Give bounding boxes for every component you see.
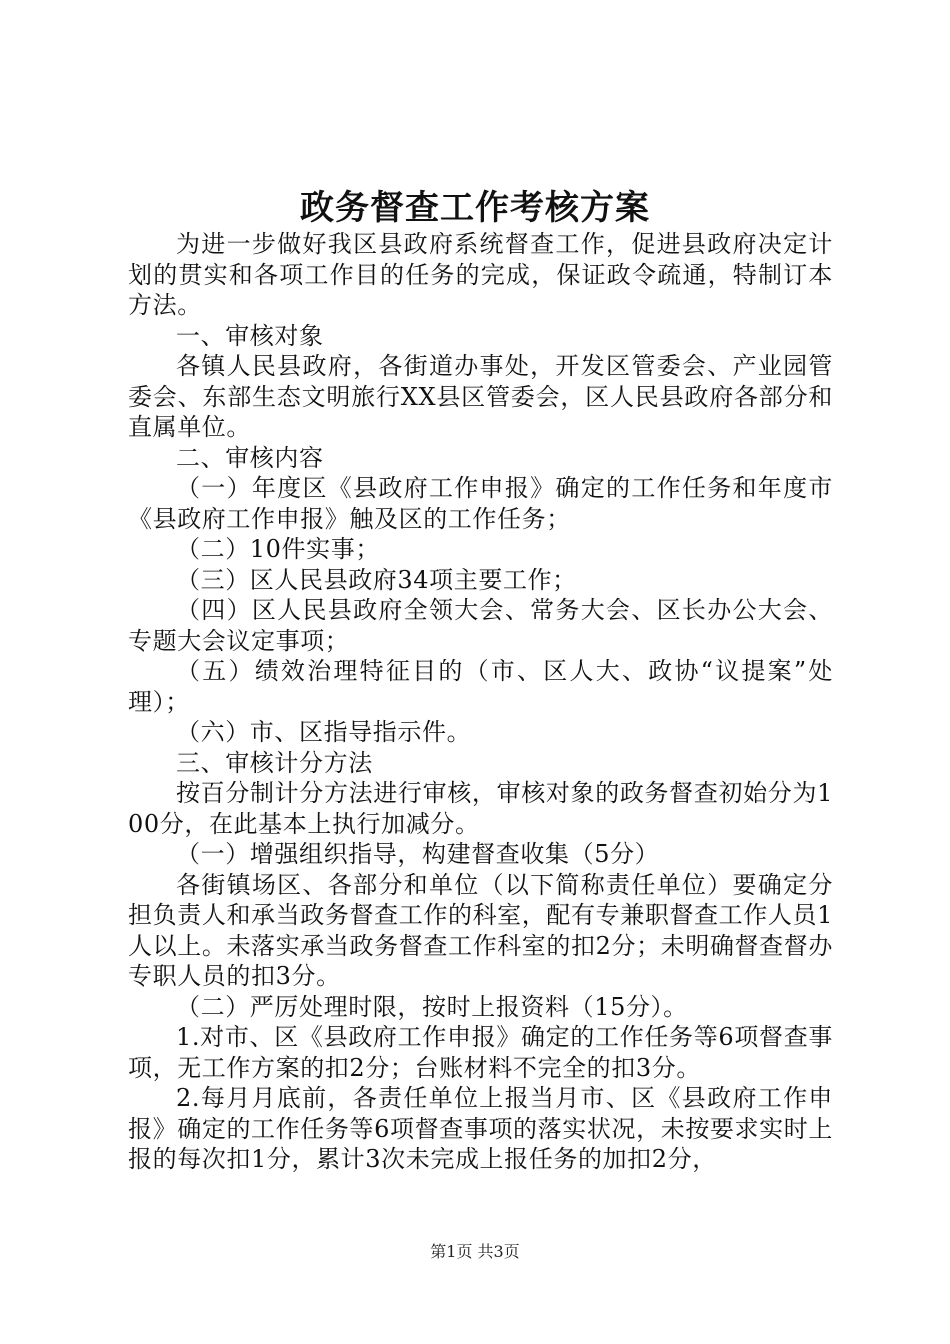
section-heading-3: 三、审核计分方法 bbox=[176, 748, 373, 777]
document-title: 政务督查工作考核方案 bbox=[300, 188, 650, 228]
paragraph-audit-targets: 各镇人民县政府，各街道办事处，开发区管委会、产业园管委会、东部生态文明旅行XX县区管委会，区人民县政府各部分和直属单位。 bbox=[128, 352, 833, 441]
document-body bbox=[128, 229, 833, 1175]
list-item-2: （二）10件实事； bbox=[176, 535, 380, 563]
subsection-heading-1: （一）增强组织指导，构建督查收集（5分） bbox=[176, 840, 660, 868]
paragraph-rule-1: 1.对市、区《县政府工作申报》确定的工作任务等6项督查事项，无工作方案的扣2分；台账材料不完全的扣3分。 bbox=[128, 1023, 833, 1082]
list-item-4: （四）区人民县政府全领大会、常务大会、区长办公大会、专题大会议定事项； bbox=[128, 596, 833, 655]
list-item-1: （一）年度区《县政府工作申报》确定的工作任务和年度市《县政府工作申报》触及区的工作任务； bbox=[128, 474, 833, 533]
section-heading-2: 二、审核内容 bbox=[176, 443, 324, 472]
paragraph-intro: 为进一步做好我区县政府系统督查工作，促进县政府决定计划的贯实和各项工作目的任务的完成，保证政令疏通，特制订本方法。 bbox=[128, 230, 833, 319]
list-item-3: （三）区人民县政府34项主要工作； bbox=[176, 565, 577, 594]
subsection-heading-2: （二）严厉处理时限，按时上报资料（15分）。 bbox=[176, 992, 688, 1021]
list-item-6: （六）市、区指导指示件。 bbox=[176, 718, 472, 746]
paragraph-organization: 各街镇场区、各部分和单位（以下简称责任单位）要确定分担负责人和承当政务督查工作的科室，配有专兼职督查工作人员1人以上。未落实承当政务督查工作科室的扣2分；未明确督查督办专职人员的扣3分。 bbox=[128, 870, 833, 990]
section-heading-1: 一、审核对象 bbox=[176, 321, 324, 350]
page-footer: 第1页 共3页 bbox=[430, 1242, 520, 1261]
paragraph-rule-2: 2.每月月底前，各责任单位上报当月市、区《县政府工作申报》确定的工作任务等6项督查事项的落实状况，未按要求实时上报的每次扣1分，累计3次未完成上报任务的加扣2分， bbox=[128, 1084, 833, 1173]
paragraph-scoring-method: 按百分制计分方法进行审核，审核对象的政务督查初始分为100分，在此基本上执行加减分。 bbox=[128, 779, 833, 838]
list-item-5: （五）绩效治理特征目的（市、区人大、政协“议提案”处理）； bbox=[128, 657, 833, 716]
